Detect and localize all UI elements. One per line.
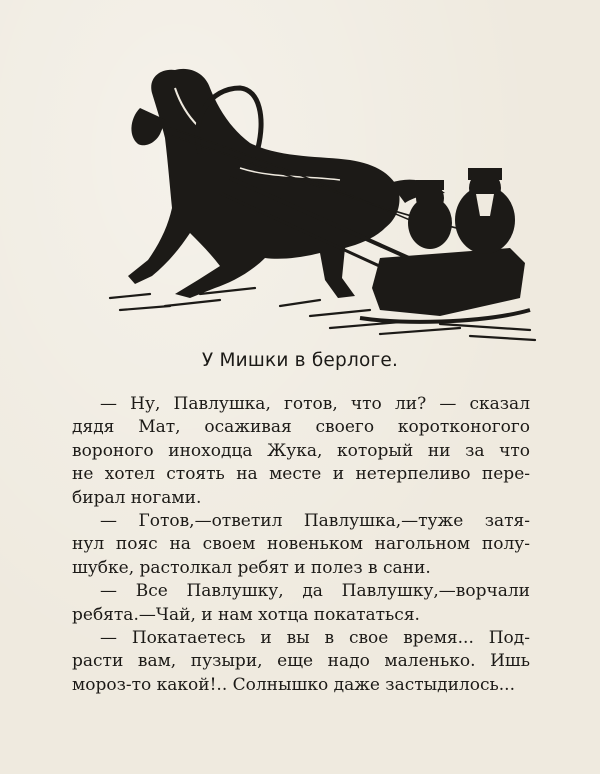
text-line: — Ну, Павлушка, готов, что ли? — сказал — [100, 394, 530, 414]
text-line: — Готов,—ответил Павлушка,—туже затя- — [100, 511, 530, 532]
paragraph — [72, 580, 530, 627]
illustration-caption: У Мишки в берлоге. — [201, 350, 399, 371]
story-text — [72, 393, 530, 697]
text-line: бирал ногами. — [72, 487, 202, 508]
paragraph — [72, 627, 530, 697]
text-line: — Все Павлушку, да Павлушку,—ворчали — [100, 581, 530, 602]
text-line: вороного иноходца Жука, который ни за что — [72, 440, 530, 461]
text-line: не хотел стоять на месте и нетерпеливо пере- — [72, 464, 530, 485]
text-line: расти вам, пузыри, еще надо маленько. Ишь — [72, 651, 530, 672]
text-line: ребята.—Чай, и нам хотца покататься. — [72, 604, 420, 625]
illustration-horse-sleigh — [80, 48, 540, 348]
text-line: мороз-то какой!.. Солнышко даже застыдилось... — [72, 674, 515, 695]
text-line: нул пояс на своем новеньком нагольном полу- — [72, 534, 530, 555]
text-line: шубке, растолкал ребят и полез в сани. — [72, 557, 431, 578]
text-line: — Покатаетесь и вы в свое время... Под- — [100, 628, 530, 649]
text-line: дядя Мат, осаживая своего коротконогого — [72, 417, 530, 438]
paragraph — [72, 510, 530, 580]
paragraph — [72, 393, 530, 510]
